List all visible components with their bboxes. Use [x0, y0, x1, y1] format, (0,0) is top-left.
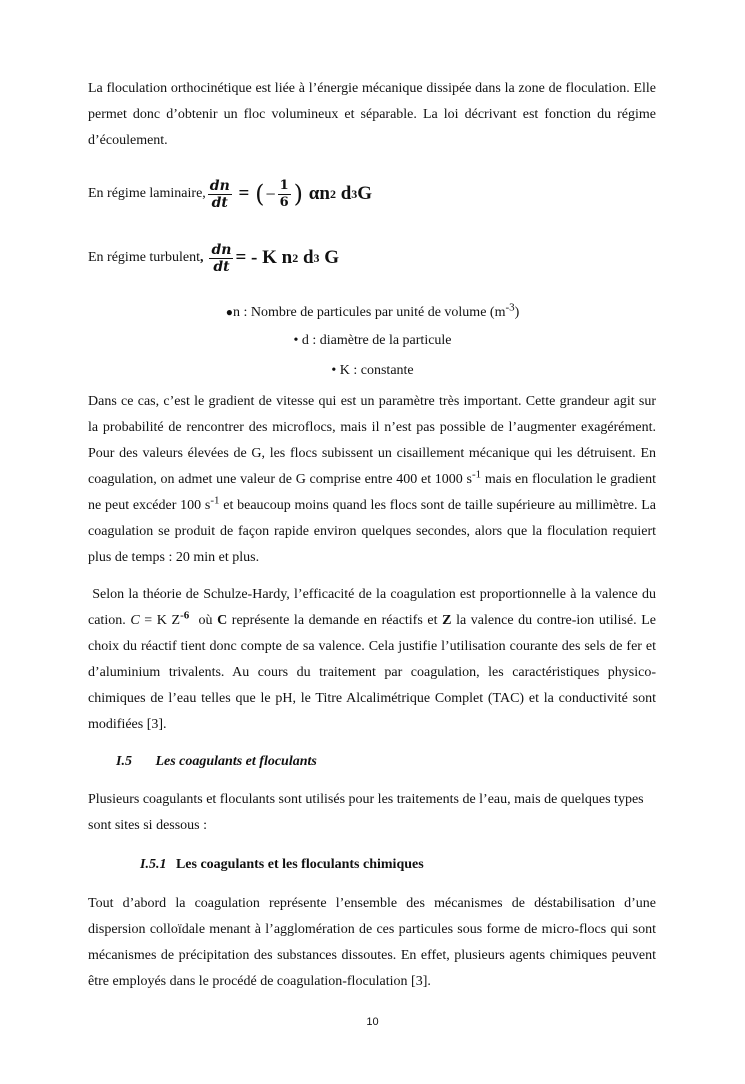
gradient-text: Dans ce cas, c’est le gradient de vitesse qui est un paramètre très important. Cette grandeur agit sur la probabilité de rencontrer des microflocs, mais il n’est pas possible de l’augmenter exagérément. Pour des valeurs élevées de G, les flocs subissent un cisaillement mécanique qui les détruisent. En coagulation, on admet une valeur de G comprise entre 400 et 1000 $s^{-1}$ mais en floculation le gradient ne peut excéder 100 $s^{-1}$ et beaucoup moins quand les flocs sont de taille supérieure au millimètre. La coagulation se produit de façon rapide environ quelques secondes, alors que la floculation requiert plus de temps : 20 min et plus.	[88, 394, 656, 565]
definition-n: ●n : Nombre de particules par unité de volume $(m^{-3})$	[225, 301, 520, 320]
section-1-5-paragraph	[88, 787, 656, 839]
definition-d: • d : diamètre de la particule	[293, 333, 452, 348]
section-number: I.5	[116, 754, 132, 769]
section-title: Les coagulants et floculants	[155, 754, 317, 769]
intro-paragraph	[88, 76, 656, 154]
turbulent-equation-line: En régime turbulent , $\frac{dn}{dt}$ = - K n 2 d 3 G	[88, 241, 340, 275]
section-1-5-text: Plusieurs coagulants et floculants sont utilisés pour les traitements de l’eau, mais de quelques types sont sites si dessous :	[88, 792, 644, 833]
laminar-equation-line	[88, 174, 372, 214]
schulze-hardy-text: Selon la théorie de Schulze-Hardy, l’efficacité de la coagulation est proportionnelle à la valence du cation. C = K $Z^{-6}$ où C représente la demande en réactifs et Z la valence du contre-ion utilisé. Le choix du réactif tient donc compte de sa valence. Cela justifie l’utilisation courante des sels de fer et d’aluminium trivalents. Au cours du traitement par coagulation, les caractéristiques physico-chimiques de l’eau telles que le pH, le Titre Alcalimétrique Complet (TAC) et la conductivité sont modifiées [3].	[88, 587, 660, 732]
section-heading-1-5-1	[140, 855, 424, 875]
definition-k: • K : constante	[331, 363, 414, 378]
laminar-label: En régime laminaire,	[88, 186, 206, 201]
section-1-5-1-paragraph	[88, 891, 656, 995]
page-number: 10	[366, 1016, 379, 1028]
turbulent-label: En régime turbulent	[88, 250, 200, 265]
subsection-title: Les coagulants et les floculants chimiques	[175, 857, 424, 872]
dn-dt-fraction-turbulent: $\frac{dn}{dt}$	[211, 241, 232, 275]
dn-dt-fraction: $\frac{dn}{dt}$	[209, 177, 230, 211]
laminar-equation: $\frac{dn}{dt}$ = ( − $\frac{1}{6}$ ) αn 2 d 3 G	[209, 177, 373, 211]
schulze-hardy-paragraph	[88, 582, 660, 738]
subsection-number: I.5.1	[140, 857, 167, 872]
bullet-icon: ●	[225, 305, 233, 319]
one-sixth-fraction: $\frac{1}{6}$	[279, 177, 289, 210]
section-1-5-1-text: Tout d’abord la coagulation représente l’ensemble des mécanismes de déstabilisation d’une dispersion colloïdale menant à l’agglomération de ces particules sous forme de micro-flocs qui sont mécanismes de précipitation des substances dissoutes. En effet, plusieurs agents chimiques peuvent être employés dans le procédé de coagulation-floculation [3].	[88, 896, 656, 989]
intro-text: La floculation orthocinétique est liée à l’énergie mécanique dissipée dans la zone de floculation. Elle permet donc d’obtenir un floc volumineux et séparable. La loi décrivant est fonction du régime d’écoulement.	[88, 81, 656, 148]
section-heading-1-5	[116, 752, 317, 772]
turbulent-equation: $\frac{dn}{dt}$ = - K n 2 d 3 G	[211, 241, 340, 275]
gradient-paragraph	[88, 389, 656, 571]
